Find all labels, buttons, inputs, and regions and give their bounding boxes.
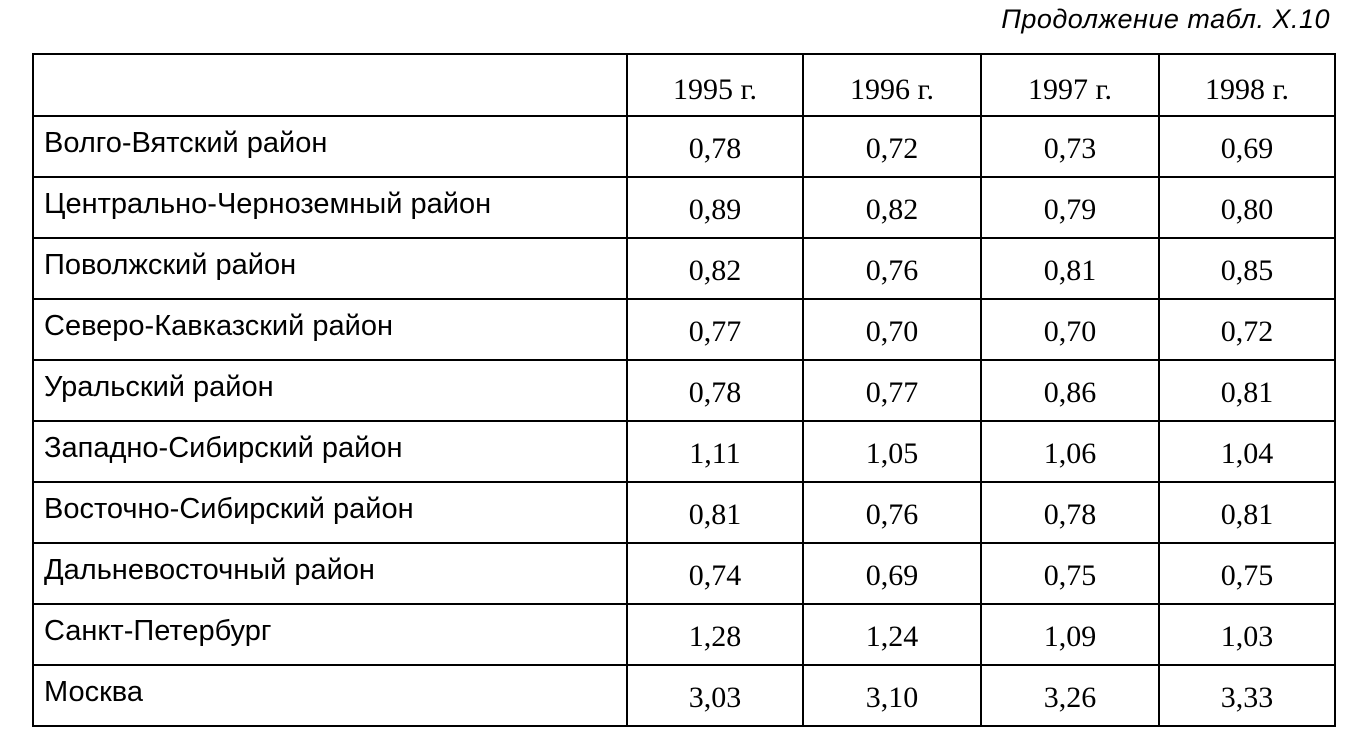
value-cell: 3,26 [981, 665, 1159, 726]
table-header-row [33, 54, 1335, 116]
table-row [33, 177, 1335, 238]
value-cell: 0,75 [981, 543, 1159, 604]
table-row [33, 665, 1335, 726]
value-cell: 1,04 [1159, 421, 1335, 482]
value-cell: 0,76 [803, 238, 981, 299]
table-row [33, 360, 1335, 421]
value-cell: 0,74 [627, 543, 803, 604]
table-row [33, 482, 1335, 543]
header-corner-cell [33, 54, 627, 116]
value-cell: 0,89 [627, 177, 803, 238]
value-cell: 0,80 [1159, 177, 1335, 238]
value-cell: 0,70 [803, 299, 981, 360]
value-cell: 0,78 [627, 116, 803, 177]
value-cell: 1,05 [803, 421, 981, 482]
region-name: Северо-Кавказский район [33, 299, 627, 360]
value-cell: 0,73 [981, 116, 1159, 177]
year-header-1996: 1996 г. [803, 54, 981, 116]
value-cell: 3,10 [803, 665, 981, 726]
value-cell: 0,77 [803, 360, 981, 421]
value-cell: 0,81 [1159, 360, 1335, 421]
value-cell: 0,82 [627, 238, 803, 299]
value-cell: 0,78 [981, 482, 1159, 543]
value-cell: 1,06 [981, 421, 1159, 482]
value-cell: 0,72 [803, 116, 981, 177]
region-name: Восточно-Сибирский район [33, 482, 627, 543]
regional-data-table [32, 53, 1336, 727]
value-cell: 1,24 [803, 604, 981, 665]
value-cell: 1,11 [627, 421, 803, 482]
region-name: Центрально-Черноземный район [33, 177, 627, 238]
value-cell: 0,76 [803, 482, 981, 543]
table-row [33, 604, 1335, 665]
region-name: Волго-Вятский район [33, 116, 627, 177]
value-cell: 0,81 [627, 482, 803, 543]
year-header-1997: 1997 г. [981, 54, 1159, 116]
table-row [33, 238, 1335, 299]
value-cell: 0,82 [803, 177, 981, 238]
table-continuation-caption: Продолжение табл. X.10 [1001, 4, 1330, 34]
value-cell: 0,75 [1159, 543, 1335, 604]
table-row [33, 543, 1335, 604]
value-cell: 0,70 [981, 299, 1159, 360]
value-cell: 1,09 [981, 604, 1159, 665]
value-cell: 0,81 [1159, 482, 1335, 543]
value-cell: 3,33 [1159, 665, 1335, 726]
table-row [33, 421, 1335, 482]
region-name: Санкт-Петербург [33, 604, 627, 665]
value-cell: 0,81 [981, 238, 1159, 299]
table-row [33, 299, 1335, 360]
year-header-1995: 1995 г. [627, 54, 803, 116]
value-cell: 0,86 [981, 360, 1159, 421]
value-cell: 0,79 [981, 177, 1159, 238]
value-cell: 1,28 [627, 604, 803, 665]
region-name: Уральский район [33, 360, 627, 421]
value-cell: 0,78 [627, 360, 803, 421]
value-cell: 0,77 [627, 299, 803, 360]
value-cell: 0,72 [1159, 299, 1335, 360]
region-name: Западно-Сибирский район [33, 421, 627, 482]
value-cell: 3,03 [627, 665, 803, 726]
region-name: Москва [33, 665, 627, 726]
value-cell: 1,03 [1159, 604, 1335, 665]
table-row [33, 116, 1335, 177]
region-name: Поволжский район [33, 238, 627, 299]
year-header-1998: 1998 г. [1159, 54, 1335, 116]
value-cell: 0,69 [803, 543, 981, 604]
region-name: Дальневосточный район [33, 543, 627, 604]
value-cell: 0,69 [1159, 116, 1335, 177]
value-cell: 0,85 [1159, 238, 1335, 299]
